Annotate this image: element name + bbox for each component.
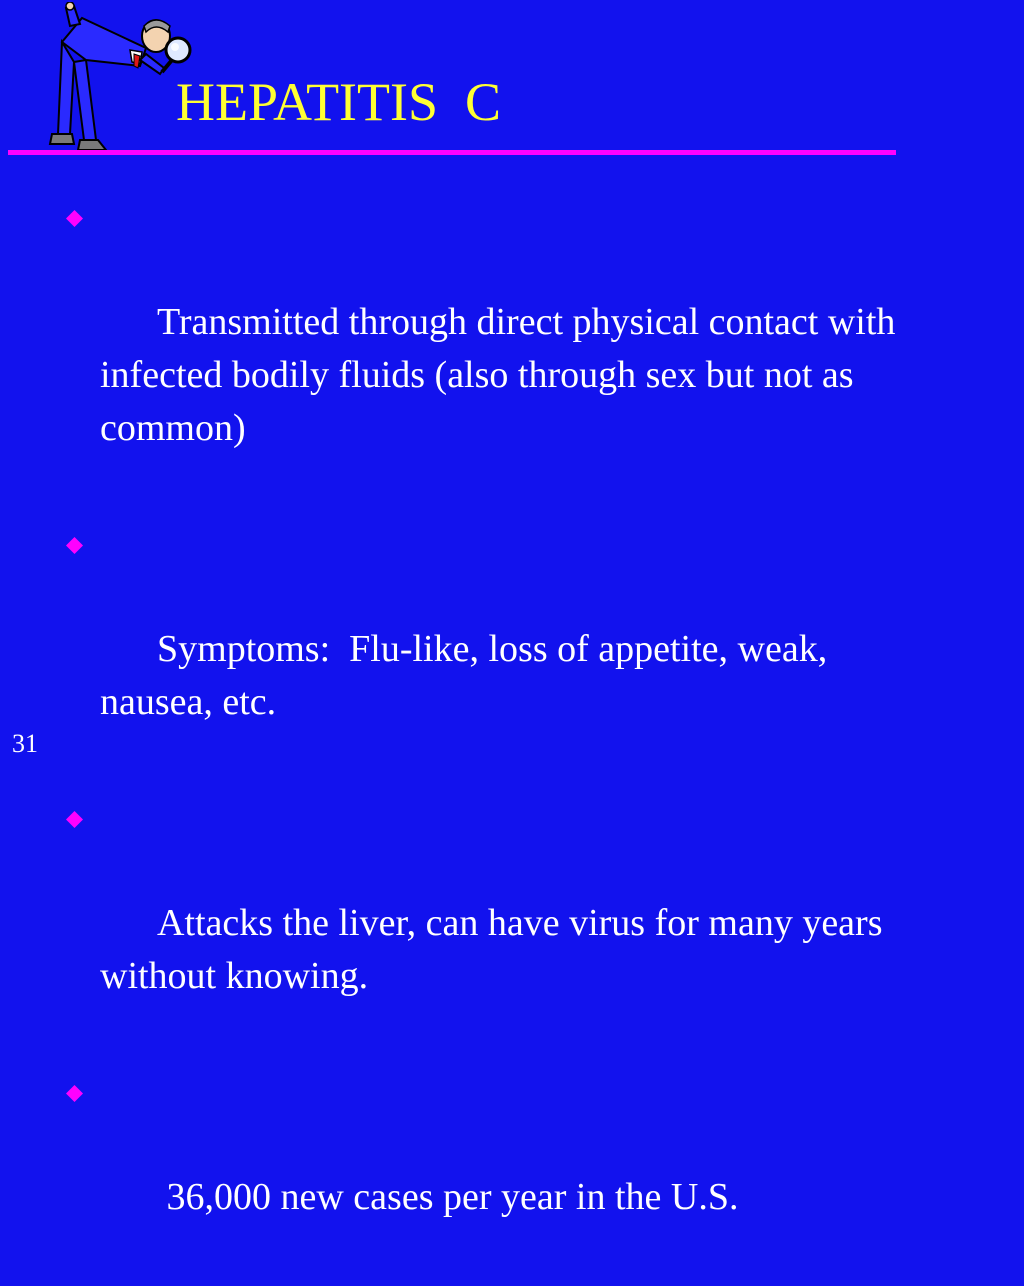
detective-with-magnifying-glass-icon xyxy=(22,2,192,152)
bullet-text: Symptoms: Flu-like, loss of appetite, weak, nausea, etc. xyxy=(100,628,837,723)
bullet-text: Attacks the liver, can have virus for many years without knowing. xyxy=(100,902,892,997)
diamond-bullet-icon xyxy=(66,1085,83,1102)
title-divider xyxy=(8,150,896,155)
bullet-item xyxy=(60,791,940,1056)
bullet-item xyxy=(60,1065,940,1277)
diamond-bullet-icon xyxy=(66,537,83,554)
bullet-item xyxy=(60,190,940,508)
bullet-item xyxy=(60,517,940,782)
slide-number: 31 xyxy=(12,729,38,758)
bullet-text: Transmitted through direct physical contact with infected bodily fluids (also through sex but not as common) xyxy=(100,301,905,449)
bullet-list xyxy=(60,190,940,1286)
diamond-bullet-icon xyxy=(66,811,83,828)
bullet-text: 36,000 new cases per year in the U.S. xyxy=(157,1176,739,1218)
slide-title: HEPATITIS C xyxy=(176,72,502,132)
diamond-bullet-icon xyxy=(66,210,83,227)
